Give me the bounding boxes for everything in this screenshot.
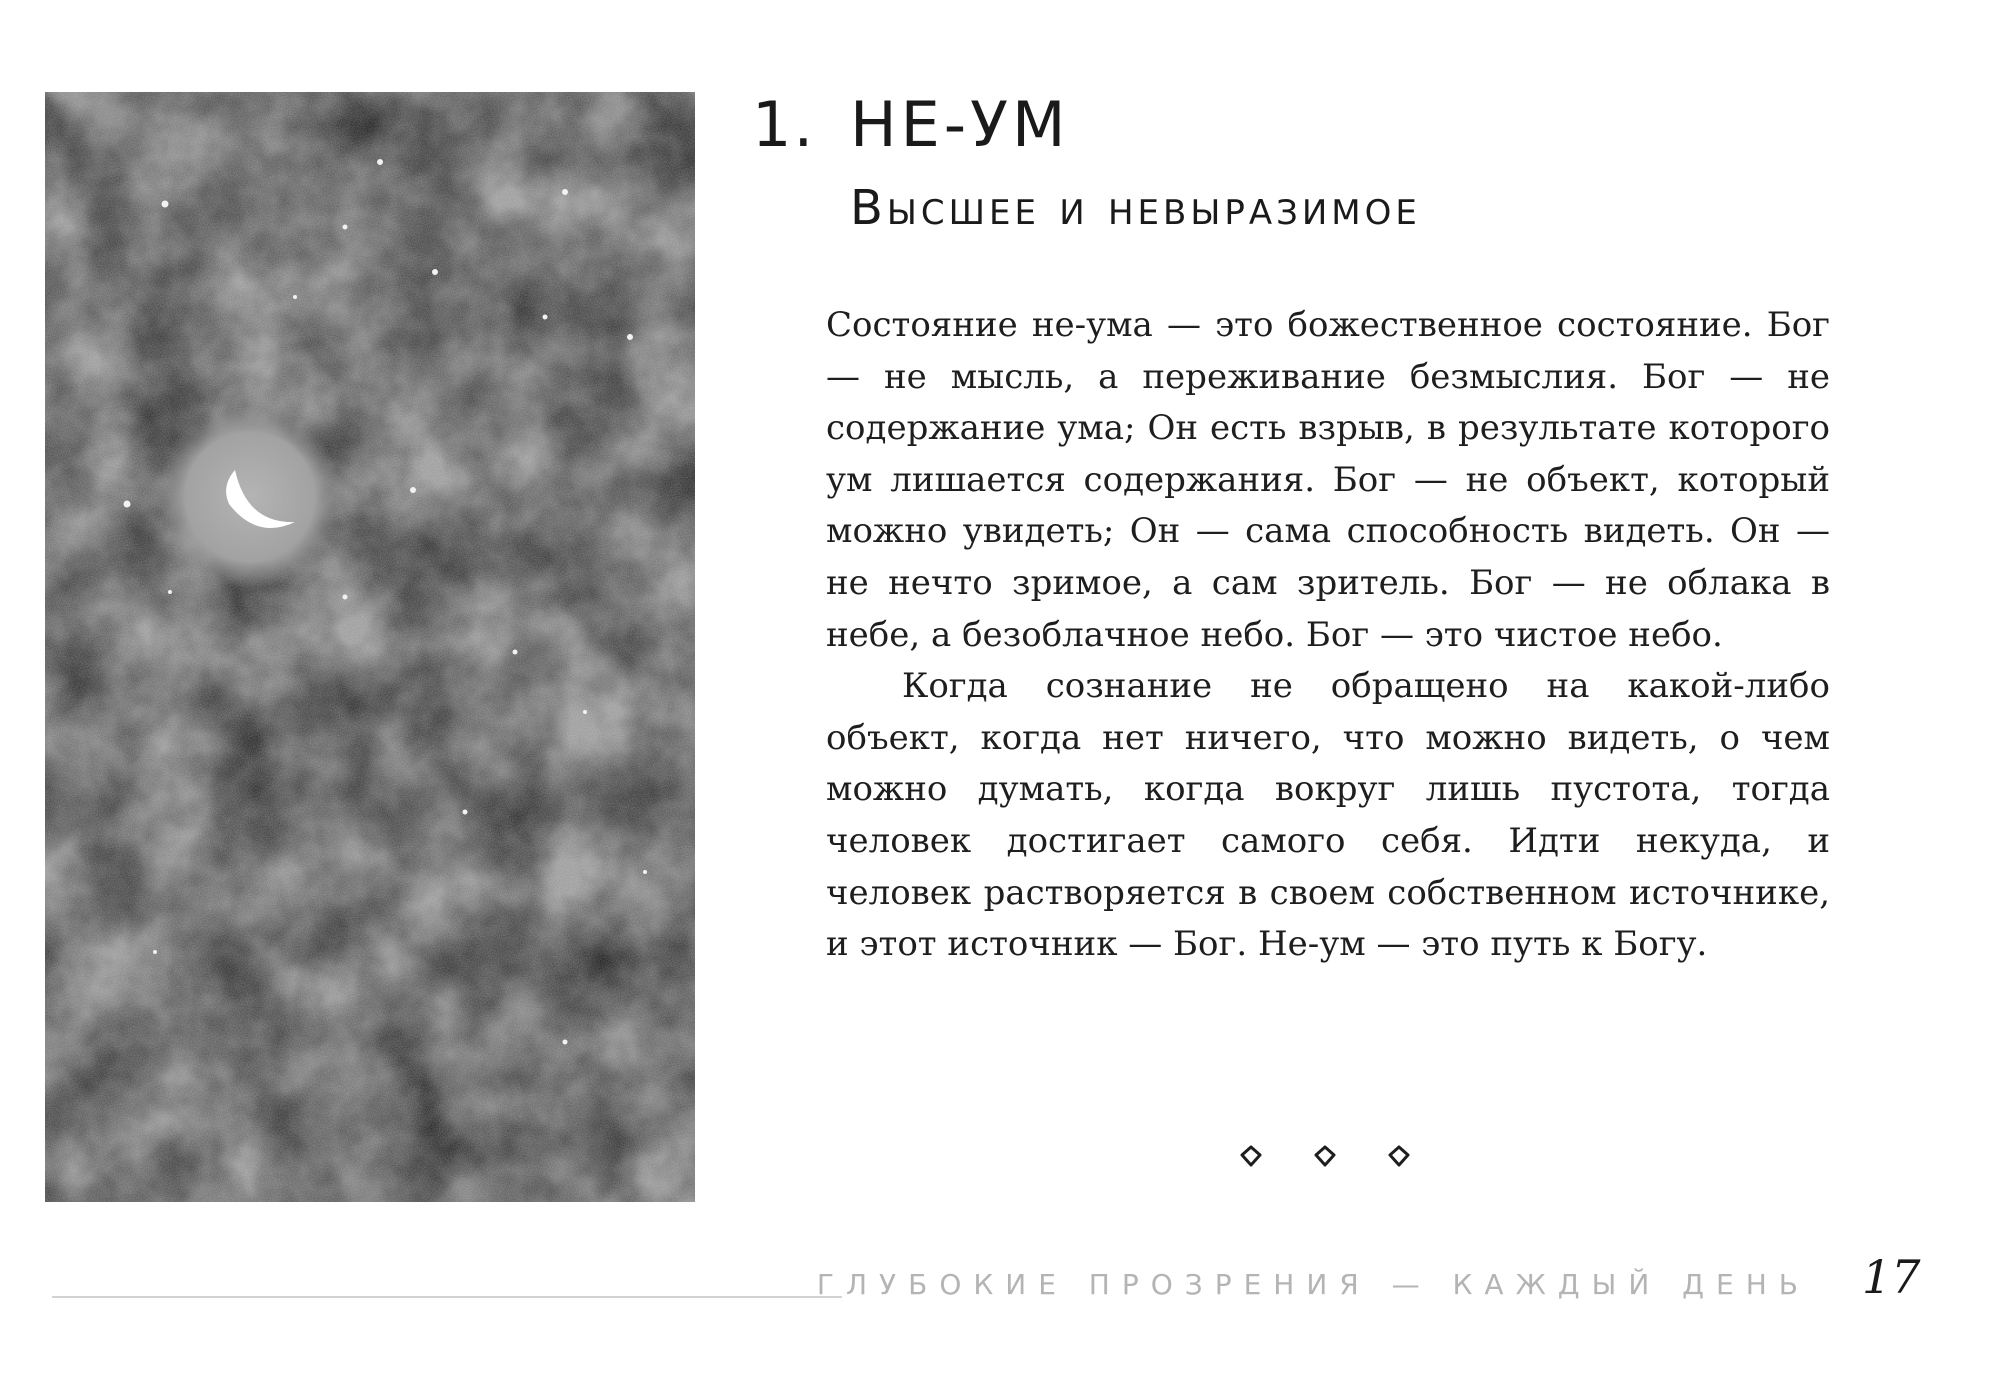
running-title: ГЛУБОКИЕ ПРОЗРЕНИЯ — КАЖДЫЙ ДЕНЬ	[816, 1268, 1810, 1301]
chapter-body	[826, 300, 1830, 971]
diamond-icon	[1388, 1145, 1410, 1167]
section-ornament	[1240, 1138, 1410, 1174]
chapter-subtitle: Высшее и невыразимое	[850, 180, 1421, 236]
night-sky-image	[45, 92, 695, 1202]
moon-halo	[158, 405, 342, 589]
paragraph-1: Состояние не-ума — это божественное состояние. Бог — не мысль, а переживание безмыслия. Бог — не содержание ума; Он есть взрыв, в результате которого ум лишается содержания. Бог — не объект, который можно увидеть; Он — сама способность видеть. Он — не нечто зримое, а сам зритель. Бог — не облака в небе, а безоблачное небо. Бог — это чистое небо.	[826, 305, 1830, 655]
page-number: 17	[1862, 1250, 1921, 1304]
paragraph-2: Когда сознание не обращено на какой-либо объект, когда нет ничего, что можно видеть, о чем можно думать, когда вокруг лишь пустота, тогда человек достигает самого себя. Идти некуда, и человек растворяется в своем собственном источнике, и этот источник — Бог. Не-ум — это путь к Богу.	[826, 666, 1830, 965]
footer-rule	[52, 1296, 842, 1298]
diamond-icon	[1314, 1145, 1336, 1167]
chapter-number: 1.	[752, 88, 816, 161]
night-sky-illustration	[45, 92, 695, 1202]
chapter-title: НЕ-УМ	[850, 88, 1070, 161]
diamond-icon	[1240, 1145, 1262, 1167]
